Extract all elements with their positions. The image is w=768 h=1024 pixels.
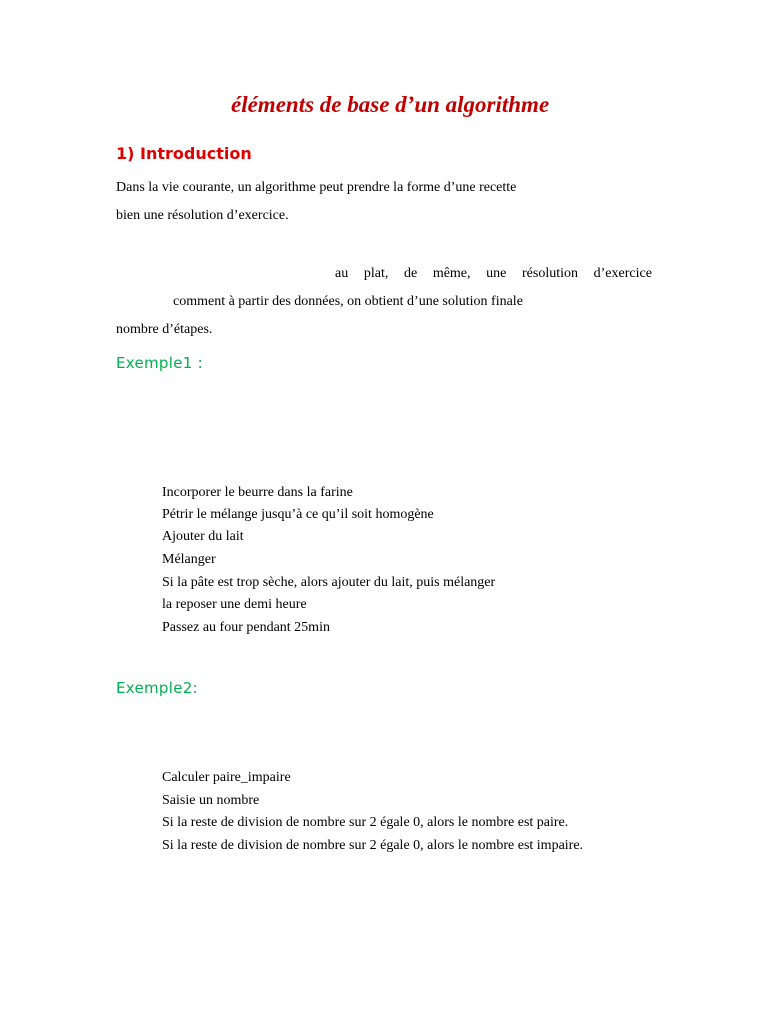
example2-heading: Exemple2:	[116, 679, 198, 697]
example2-step: Saisie un nombre	[162, 793, 260, 808]
introduction-heading: 1) Introduction	[116, 144, 252, 163]
example1-step: la reposer une demi heure	[162, 597, 307, 612]
example2-step: Calculer paire_impaire	[162, 770, 291, 785]
intro-line-3	[335, 265, 652, 283]
intro-line-3-word: de	[403, 266, 418, 281]
example2-step: Si la reste de division de nombre sur 2 égale 0, alors le nombre est paire.	[162, 815, 569, 830]
example1-step: Si la pâte est trop sèche, alors ajouter du lait, puis mélanger	[162, 575, 496, 590]
intro-line-3-word: au	[335, 266, 349, 281]
intro-line-3-word: une	[486, 266, 507, 281]
intro-line-4: comment à partir des données, on obtient d’une solution finale	[173, 294, 523, 309]
example1-step: Passez au four pendant 25min	[162, 620, 330, 635]
page-title: éléments de base d’un algorithme	[231, 92, 550, 117]
example2-step: Si la reste de division de nombre sur 2 égale 0, alors le nombre est impaire.	[162, 838, 584, 853]
intro-line-2: bien une résolution d’exercice.	[116, 208, 289, 223]
example1-step: Pétrir le mélange jusqu’à ce qu’il soit homogène	[162, 507, 434, 522]
intro-line-5: nombre d’étapes.	[116, 322, 213, 337]
intro-line-3-word: résolution	[522, 266, 578, 281]
intro-line-3-word: d’exercice	[593, 266, 652, 281]
example1-step: Incorporer le beurre dans la farine	[162, 485, 353, 500]
intro-line-3-word: même,	[432, 266, 471, 281]
intro-line-1: Dans la vie courante, un algorithme peut prendre la forme d’une recette	[116, 180, 517, 195]
example1-step: Mélanger	[162, 552, 216, 567]
intro-line-3-word: plat,	[363, 266, 389, 281]
example1-heading: Exemple1 :	[116, 354, 204, 372]
example1-step: Ajouter du lait	[162, 529, 244, 544]
